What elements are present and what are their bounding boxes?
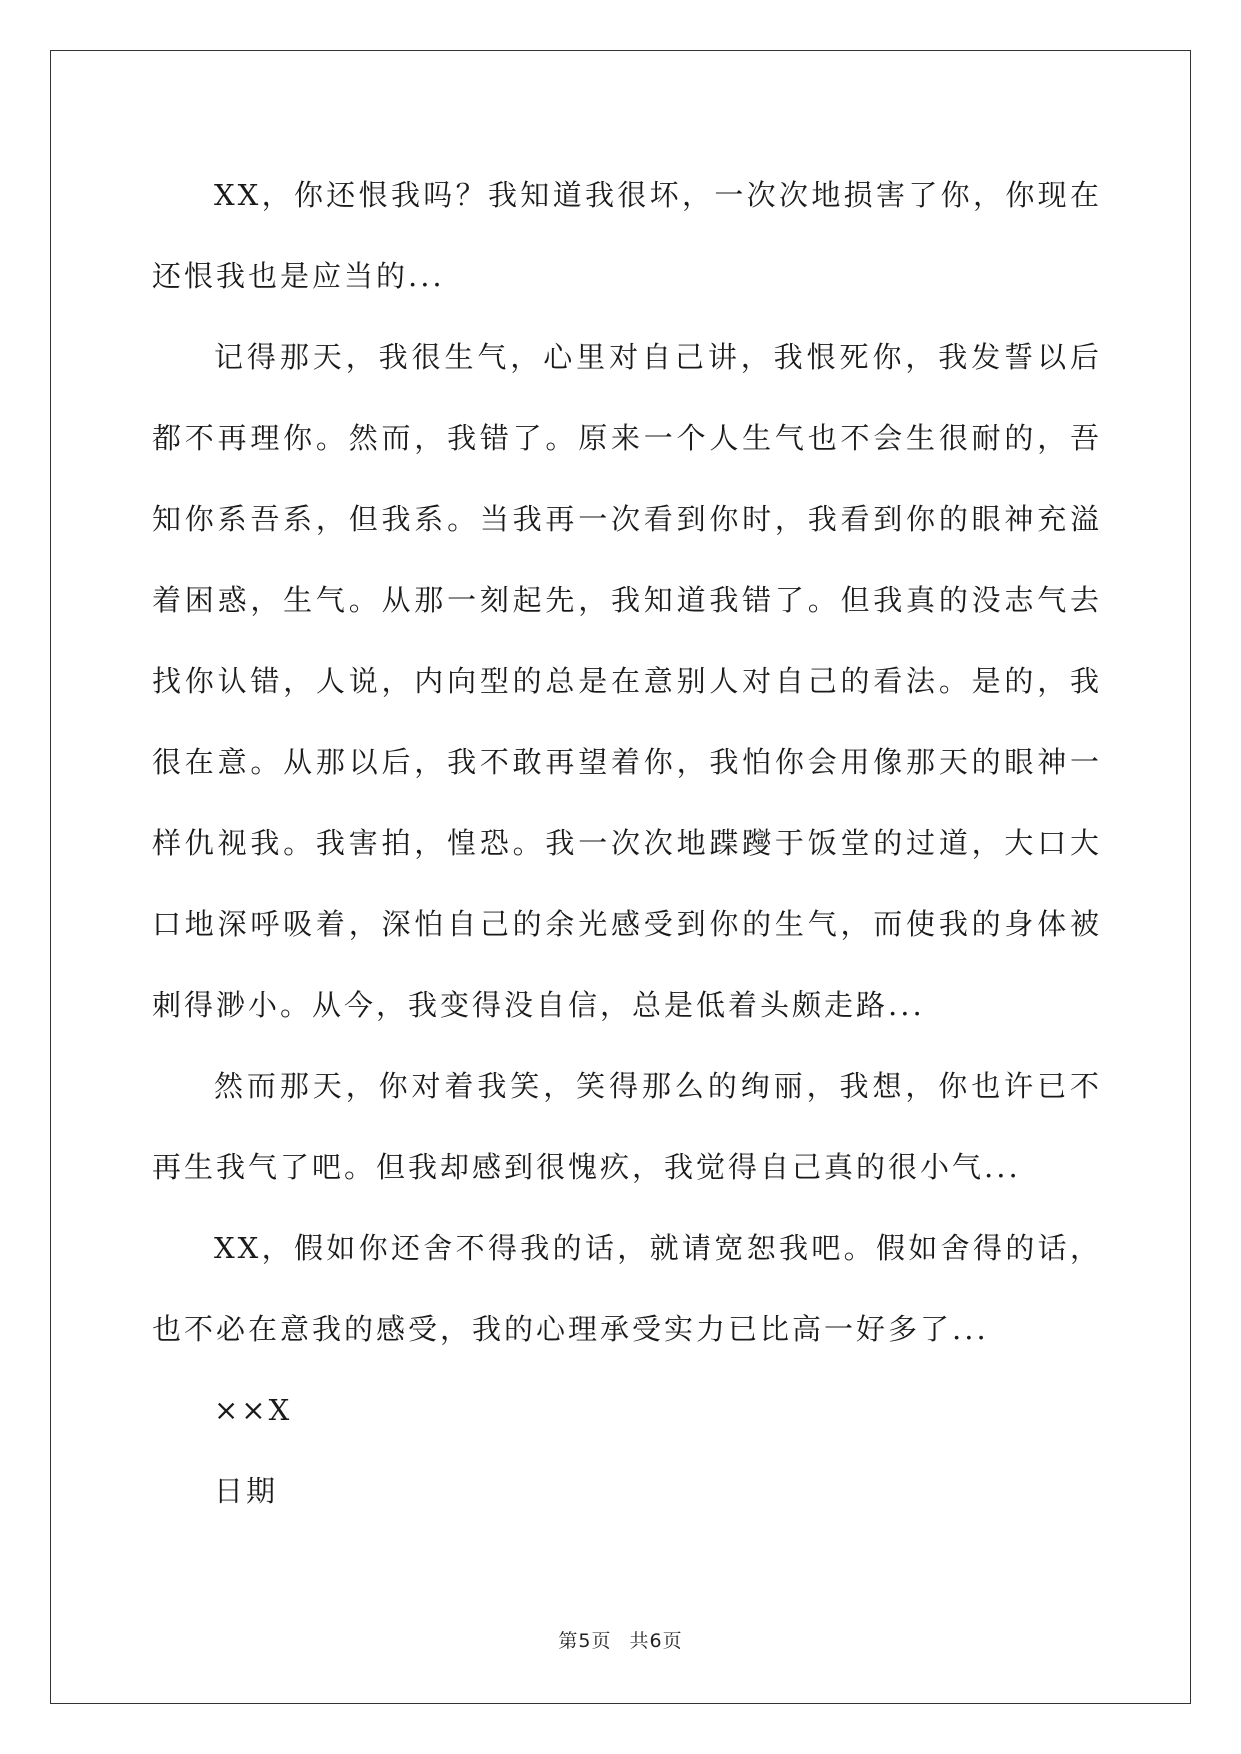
paragraph-2: 记得那天，我很生气，心里对自己讲，我恨死你，我发誓以后都不再理你。然而，我错了。原来一个人生气也不会生很耐的，吾知你系吾系，但我系。当我再一次看到你时，我看到你的眼神充溢着困惑，生气。从那一刻起先，我知道我错了。但我真的没志气去找你认错，人说，内向型的总是在意别人对自己的看法。是的，我很在意。从那以后，我不敢再望着你，我怕你会用像那天的眼神一样仇视我。我害拍，惶恐。我一次次地蹀躞于饭堂的过道，大口大口地深呼吸着，深怕自己的余光感受到你的生气，而使我的身体被刺得渺小。从今，我变得没自信，总是低着头颇走路...	[152, 340, 1102, 1022]
document-body	[152, 155, 1102, 1532]
current-page-label: 第5页	[558, 1630, 612, 1652]
total-pages-label: 共6页	[629, 1630, 683, 1652]
page-footer	[0, 1626, 1241, 1653]
signature: ××X	[214, 1393, 293, 1427]
date-line: 日期	[214, 1474, 279, 1508]
paragraph-4: XX，假如你还舍不得我的话，就请宽恕我吧。假如舍得的话，也不必在意我的感受，我的心理承受实力已比高一好多了...	[152, 1231, 1102, 1346]
paragraph-3: 然而那天，你对着我笑，笑得那么的绚丽，我想，你也许已不再生我气了吧。但我却感到很愧疚，我觉得自己真的很小气...	[152, 1069, 1102, 1184]
paragraph-1: XX，你还恨我吗？我知道我很坏，一次次地损害了你，你现在还恨我也是应当的...	[152, 178, 1102, 293]
